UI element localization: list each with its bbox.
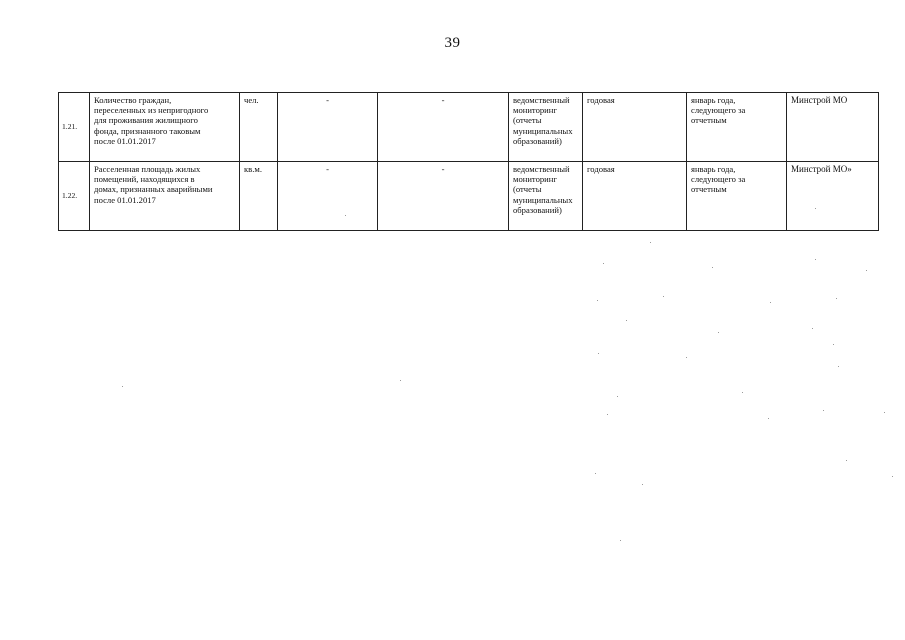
scan-speck <box>598 353 599 354</box>
responsible-body: Минстрой МО <box>787 93 879 162</box>
responsible-body: Минстрой МО» <box>787 162 879 231</box>
scan-speck <box>607 414 608 415</box>
scan-speck <box>345 215 346 216</box>
scan-speck <box>400 380 401 381</box>
unit-of-measure: чел. <box>240 93 278 162</box>
indicator-name: Количество граждан, переселенных из непригодного для проживания жилищного фонда, признанного таковым после 01.01.2017 <box>90 93 240 162</box>
row-number: 1.22. <box>59 162 90 231</box>
scan-speck <box>815 208 816 209</box>
scan-speck <box>620 540 621 541</box>
scan-speck <box>812 328 813 329</box>
reporting-deadline: январь года, следующего за отчетным <box>687 93 787 162</box>
scan-speck <box>815 259 816 260</box>
row-number: 1.21. <box>59 93 90 162</box>
scan-speck <box>884 412 885 413</box>
scan-speck <box>712 267 713 268</box>
scan-speck <box>686 357 687 358</box>
scan-speck <box>838 366 839 367</box>
scan-speck <box>768 418 769 419</box>
indicators-table <box>58 92 879 231</box>
target-value: - <box>378 162 509 231</box>
scan-speck <box>597 300 598 301</box>
page-number: 39 <box>444 35 461 51</box>
scan-speck <box>663 296 664 297</box>
base-value: - <box>278 93 378 162</box>
reporting-deadline: январь года, следующего за отчетным <box>687 162 787 231</box>
scan-speck <box>595 473 596 474</box>
data-source: ведомственный мониторинг (отчеты муниципальных образований) <box>509 93 583 162</box>
scan-speck <box>823 410 824 411</box>
scan-speck <box>866 270 867 271</box>
data-source: ведомственный мониторинг (отчеты муниципальных образований) <box>509 162 583 231</box>
scan-speck <box>892 476 893 477</box>
periodicity: годовая <box>583 93 687 162</box>
scan-speck <box>846 460 847 461</box>
scan-speck <box>770 302 771 303</box>
scan-speck <box>833 344 834 345</box>
scan-speck <box>122 386 123 387</box>
base-value: - <box>278 162 378 231</box>
target-value: - <box>378 93 509 162</box>
scan-speck <box>650 242 651 243</box>
table-row <box>59 162 879 231</box>
scan-speck <box>642 484 643 485</box>
scan-speck <box>718 332 719 333</box>
indicator-name: Расселенная площадь жилых помещений, находящихся в домах, признанных аварийными после 01.01.2017 <box>90 162 240 231</box>
scan-speck <box>742 392 743 393</box>
scan-speck <box>603 263 604 264</box>
periodicity: годовая <box>583 162 687 231</box>
scan-speck <box>626 320 627 321</box>
unit-of-measure: кв.м. <box>240 162 278 231</box>
scan-speck <box>836 298 837 299</box>
scan-speck <box>617 396 618 397</box>
table-row <box>59 93 879 162</box>
